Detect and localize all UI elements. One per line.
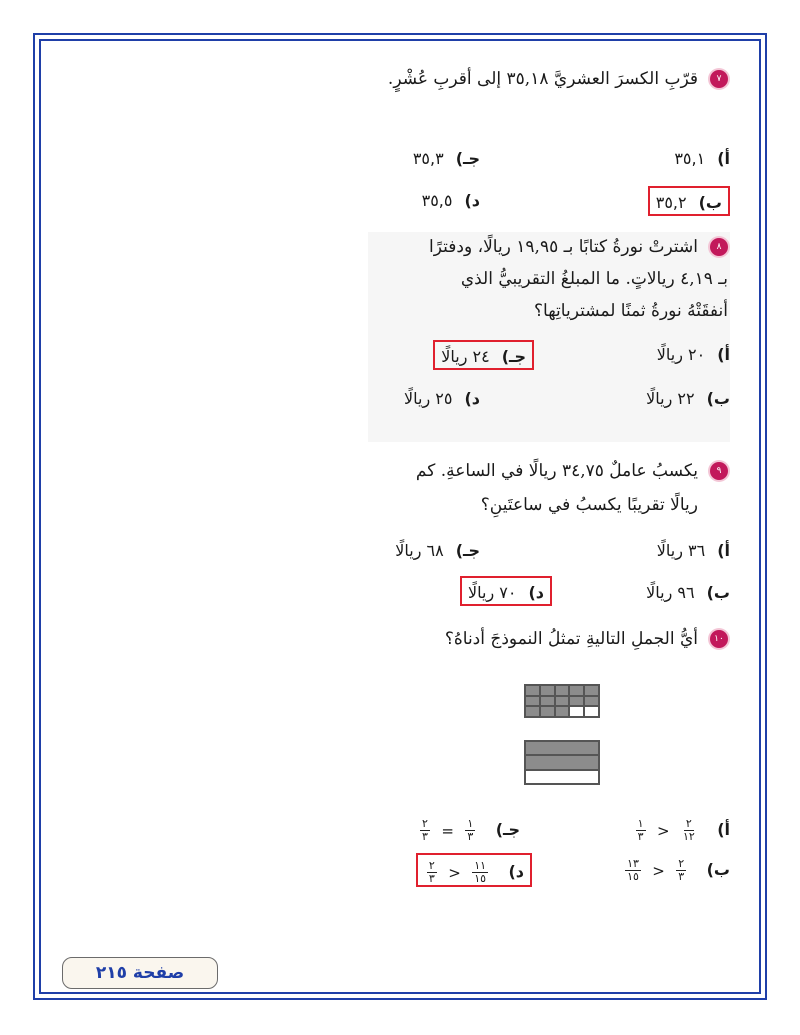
option-value: ٣٦ ريالًا: [656, 541, 706, 560]
option-value: ٢٥ ريالًا: [404, 389, 453, 408]
option-label: ب): [706, 860, 730, 879]
q8-option-c-selected[interactable]: [433, 340, 534, 370]
q7-option-b-selected[interactable]: [648, 186, 730, 216]
comparison-operator: =: [441, 821, 454, 840]
question-8-line-2: بـ ٤,١٩ ريالاتٍ. ما المبلغُ التقريبيُّ الذي: [460, 269, 728, 289]
option-value: ٩٦ ريالًا: [646, 583, 695, 602]
model-cell-shaded: [555, 706, 570, 717]
fraction-model-thirds: [524, 740, 600, 785]
q8-option-b[interactable]: [646, 384, 730, 414]
question-9-badge: ٩: [710, 462, 728, 480]
option-value: ٢٢ ريالًا: [646, 389, 695, 408]
option-value: ٢٤ ريالًا: [441, 347, 490, 366]
option-label: أ): [717, 345, 730, 364]
q9-option-a[interactable]: [657, 536, 730, 566]
q7-option-a[interactable]: [674, 144, 730, 174]
fraction: $\frac{١٣}{١٥}$: [627, 857, 639, 883]
fraction: $\frac{٢}{٣}$: [422, 817, 428, 843]
question-8-badge: ٨: [710, 238, 728, 256]
option-label: جـ): [495, 820, 520, 839]
model-band-empty: [525, 770, 599, 784]
option-label: جـ): [501, 347, 526, 366]
option-label: د): [508, 862, 524, 881]
fraction-model-fifteenths: [524, 684, 600, 718]
option-value: ٣٥,٢: [655, 193, 687, 212]
option-label: أ): [717, 149, 730, 168]
q7-option-c[interactable]: [413, 144, 480, 174]
question-9-line-2: ريالًا تقريبًا يكسبُ في ساعتَينِ؟: [480, 495, 698, 515]
model-cell-shaded: [525, 696, 540, 707]
q9-option-b[interactable]: [646, 578, 730, 608]
option-label: د): [464, 191, 480, 210]
question-7-text: قرّبِ الكسرَ العشريَّ ٣٥,١٨ إلى أقربِ عُشْرٍ.: [387, 69, 698, 89]
q10-option-a[interactable]: [633, 815, 730, 845]
comparison-operator: <: [652, 861, 665, 880]
q8-option-a[interactable]: [657, 340, 730, 370]
question-8-line-3: أنفقَتْهُ نورةُ ثمنًا لمشترياتِها؟: [534, 301, 728, 321]
model-cell-shaded: [569, 696, 584, 707]
option-label: ب): [706, 583, 730, 602]
question-8-line-1: اشترتْ نورةُ كتابًا بـ ١٩,٩٥ ريالًا، ودفترًا: [429, 237, 698, 257]
question-10-text: أيُّ الجملِ التاليةِ تمثلُ النموذجَ أدناهُ؟: [444, 629, 698, 649]
fraction: $\frac{٢}{١٢}$: [682, 817, 695, 843]
model-cell-shaded: [584, 696, 599, 707]
q9-option-c[interactable]: [395, 536, 480, 566]
model-cell-shaded: [584, 685, 599, 696]
model-cell-shaded: [569, 685, 584, 696]
option-value: ٣٥,٣: [412, 149, 444, 168]
q8-option-d[interactable]: [404, 384, 480, 414]
model-band-shaded: [525, 741, 599, 755]
question-9-line-1: يكسبُ عاملٌ ٣٤,٧٥ ريالًا في الساعةِ. كم: [415, 461, 698, 481]
model-cell-shaded: [540, 696, 555, 707]
question-10-badge: ١٠: [710, 630, 728, 648]
fraction: $\frac{٢}{٣}$: [678, 857, 685, 883]
model-cell-empty: [569, 706, 584, 717]
model-cell-shaded: [540, 685, 555, 696]
model-cell-shaded: [555, 696, 570, 707]
page-number-label: صفحة ٢١٥: [62, 957, 218, 989]
model-cell-shaded: [540, 706, 555, 717]
comparison-operator: <: [448, 863, 461, 882]
model-cell-empty: [584, 706, 599, 717]
option-value: ٢٠ ريالًا: [656, 345, 706, 364]
option-label: د): [464, 389, 480, 408]
option-value: ٧٠ ريالًا: [468, 583, 517, 602]
model-cell-shaded: [555, 685, 570, 696]
option-value: ٣٥,١: [674, 149, 706, 168]
option-label: د): [528, 583, 544, 602]
option-label: أ): [717, 541, 730, 560]
fraction: $\frac{٢}{٣}$: [428, 859, 435, 885]
q10-option-d-selected[interactable]: [416, 853, 532, 887]
q10-option-b[interactable]: [622, 855, 730, 885]
option-label: ب): [698, 193, 722, 212]
comparison-operator: <: [656, 821, 670, 840]
model-cell-shaded: [525, 706, 540, 717]
model-band-shaded: [525, 755, 599, 769]
q10-option-c[interactable]: [417, 815, 520, 845]
fraction: $\frac{١}{٣}$: [467, 817, 474, 843]
option-label: ب): [706, 389, 730, 408]
q9-option-d-selected[interactable]: [460, 576, 552, 606]
option-label: جـ): [455, 149, 480, 168]
fraction: $\frac{١١}{١٥}$: [474, 859, 487, 885]
option-label: جـ): [455, 541, 480, 560]
fraction: $\frac{١}{٣}$: [637, 817, 644, 843]
option-label: أ): [717, 820, 730, 839]
model-cell-shaded: [525, 685, 540, 696]
q7-option-d[interactable]: [422, 186, 480, 216]
option-value: ٣٥,٥: [421, 191, 453, 210]
option-value: ٦٨ ريالًا: [395, 541, 444, 560]
question-7-badge: ٧: [710, 70, 728, 88]
